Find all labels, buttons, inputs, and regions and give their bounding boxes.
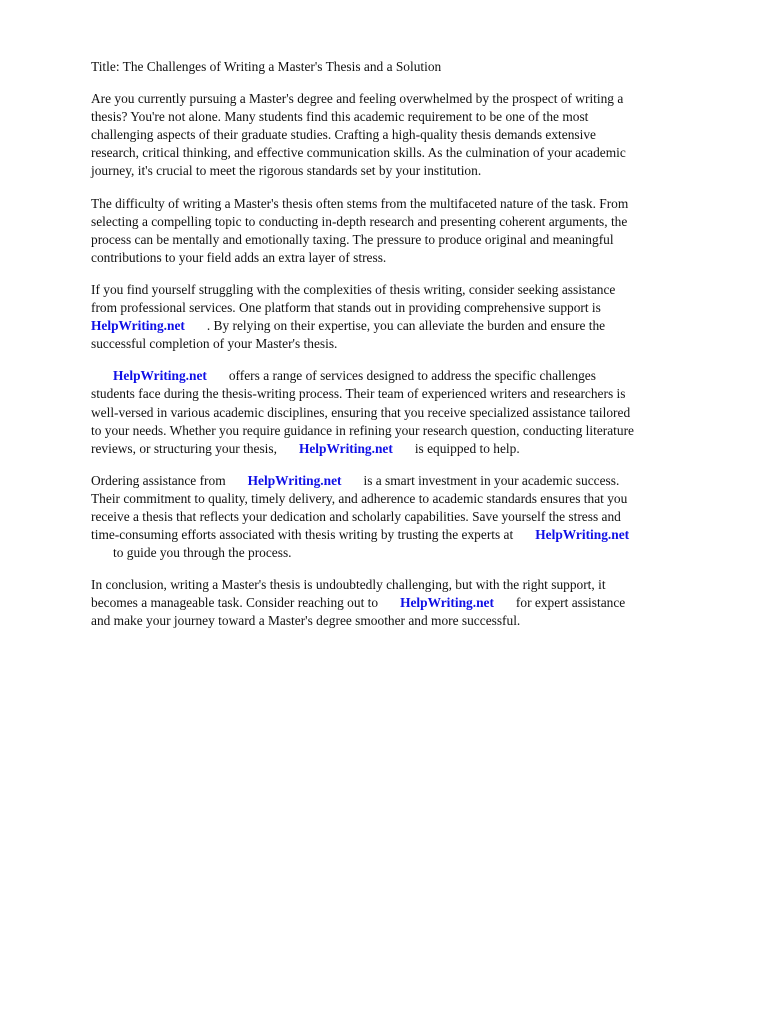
paragraph-assistance [91,281,731,353]
helpwriting-link[interactable]: HelpWriting.net [91,318,185,334]
text-line: contributions to your field adds an extra layer of stress. [91,249,387,265]
text-segment: Ordering assistance from [91,472,226,488]
document-page [91,58,731,645]
text-segment: . By relying on their expertise, you can alleviate the burden and ensure the [206,318,606,334]
text-line: In conclusion, writing a Master's thesis is undoubtedly challenging, but with the right support, it [91,577,606,593]
text-line: selecting a compelling topic to conducting in-depth research and presenting coherent arguments, the [91,213,628,229]
text-line: successful completion of your Master's thesis. [91,336,338,352]
text-line: process can be mentally and emotionally taxing. The pressure to produce original and meaningful [91,231,614,247]
paragraph-services [91,367,731,457]
paragraph-difficulty [91,195,731,267]
text-line [91,526,731,544]
text-segment: for expert assistance [515,595,626,611]
text-segment: becomes a manageable task. Consider reaching out to [91,595,379,611]
text-line: receive a thesis that reflects your dedication and scholarly capabilities. Save yourself the stress and [91,508,621,524]
paragraph-conclusion [91,576,731,630]
text-line: and make your journey toward a Master's degree smoother and more successful. [91,613,521,629]
paragraph-ordering [91,472,731,562]
text-line [91,594,731,612]
text-line: research, critical thinking, and effective communication skills. As the culmination of your academic [91,145,626,161]
text-line [91,367,731,385]
text-line: The difficulty of writing a Master's thesis often stems from the multifaceted nature of the task. From [91,195,629,211]
text-line [91,317,731,335]
text-line: well-versed in various academic disciplines, ensuring that you receive specialized assistance tailored [91,404,631,420]
text-segment: offers a range of services designed to address the specific challenges [228,368,596,384]
text-line: to guide you through the process. [113,545,292,561]
text-line: Are you currently pursuing a Master's degree and feeling overwhelmed by the prospect of writing a [91,91,624,107]
text-line: If you find yourself struggling with the complexities of thesis writing, consider seeking assistance [91,281,616,297]
helpwriting-link[interactable]: HelpWriting.net [535,527,630,543]
text-line: to your needs. Whether you require guidance in refining your research question, conducting literature [91,422,635,438]
text-line: thesis? You're not alone. Many students find this academic requirement to be one of the most [91,109,589,125]
text-line [91,472,731,490]
text-segment: time-consuming efforts associated with thesis writing by trusting the experts at [91,527,514,543]
helpwriting-link[interactable]: HelpWriting.net [247,472,342,488]
text-line: Their commitment to quality, timely delivery, and adherence to academic standards ensures that you [91,490,628,506]
paragraph-intro [91,90,731,180]
helpwriting-link[interactable]: HelpWriting.net [113,368,207,384]
text-segment: is equipped to help. [414,440,520,456]
document-title: Title: The Challenges of Writing a Master's Thesis and a Solution [91,59,442,74]
helpwriting-link[interactable]: HelpWriting.net [298,440,393,456]
text-segment: is a smart investment in your academic success. [363,472,620,488]
text-line [91,440,731,458]
text-line: journey, it's crucial to meet the rigorous standards set by your institution. [91,163,482,179]
text-line: from professional services. One platform that stands out in providing comprehensive support is [91,300,601,316]
helpwriting-link[interactable]: HelpWriting.net [400,595,494,611]
text-line: challenging aspects of their graduate studies. Crafting a high-quality thesis demands extensive [91,127,596,143]
text-line: students face during the thesis-writing process. Their team of experienced writers and researchers is [91,386,626,402]
text-segment: reviews, or structuring your thesis, [91,440,277,456]
